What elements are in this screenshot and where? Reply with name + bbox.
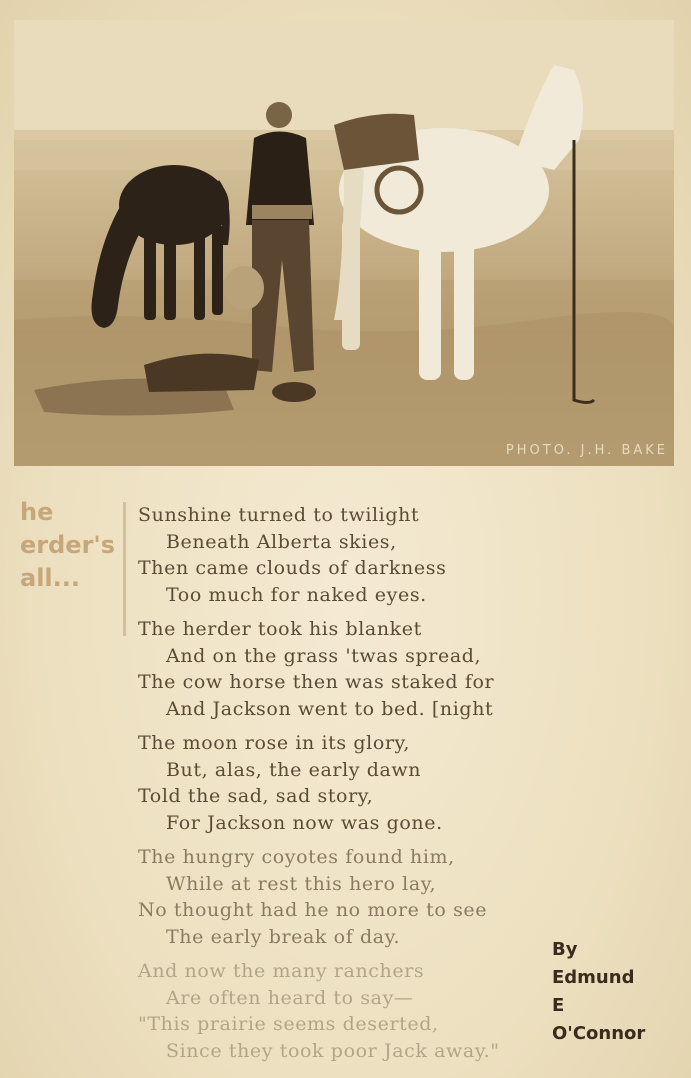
poem-line: The hungry coyotes found him,	[138, 846, 455, 868]
stanza	[138, 958, 568, 1064]
poem-line: And now the many ranchers	[138, 960, 425, 982]
poem-line: "This prairie seems deserted,	[138, 1013, 439, 1035]
photo-credit: PHOTO. J.H. BAKE	[505, 443, 668, 458]
cowboy-photo	[14, 20, 674, 466]
attribution-line: E	[552, 995, 565, 1016]
poem-line: The moon rose in its glory,	[138, 732, 410, 754]
poem-line: Too much for naked eyes.	[166, 583, 427, 606]
title-line: erder's	[20, 531, 116, 559]
poem-line: And Jackson went to bed. [night	[166, 697, 494, 720]
poem-line: Beneath Alberta skies,	[166, 530, 397, 553]
stanza	[138, 844, 568, 950]
photo-illustration	[14, 20, 674, 466]
poem-line: While at rest this hero lay,	[166, 872, 437, 895]
attribution-line: O'Connor	[552, 1023, 646, 1044]
author-attribution	[552, 936, 645, 1048]
stanza	[138, 730, 568, 836]
poem-line: The early break of day.	[166, 925, 401, 948]
poem-body	[138, 502, 568, 1072]
title-line: all...	[20, 564, 80, 592]
stanza	[138, 502, 568, 608]
poem-line: And on the grass 'twas spread,	[166, 644, 482, 667]
attribution-line: Edmund	[552, 967, 635, 988]
poem-line: Sunshine turned to twilight	[138, 504, 420, 526]
poem-title	[20, 496, 130, 595]
poem-line: Are often heard to say—	[166, 986, 414, 1009]
poem-line: Then came clouds of darkness	[138, 557, 447, 579]
title-line: he	[20, 498, 54, 526]
poem-line: Told the sad, sad story,	[138, 785, 374, 807]
poem-line: For Jackson now was gone.	[166, 811, 443, 834]
poem-line: The herder took his blanket	[138, 618, 422, 640]
poem-line: Since they took poor Jack away."	[166, 1039, 500, 1062]
poem-line: The cow horse then was staked for	[138, 671, 495, 693]
stanza	[138, 616, 568, 722]
title-divider	[123, 502, 126, 636]
attribution-line: By	[552, 939, 578, 960]
poem-line: But, alas, the early dawn	[166, 758, 422, 781]
poem-line: No thought had he no more to see	[138, 899, 488, 921]
